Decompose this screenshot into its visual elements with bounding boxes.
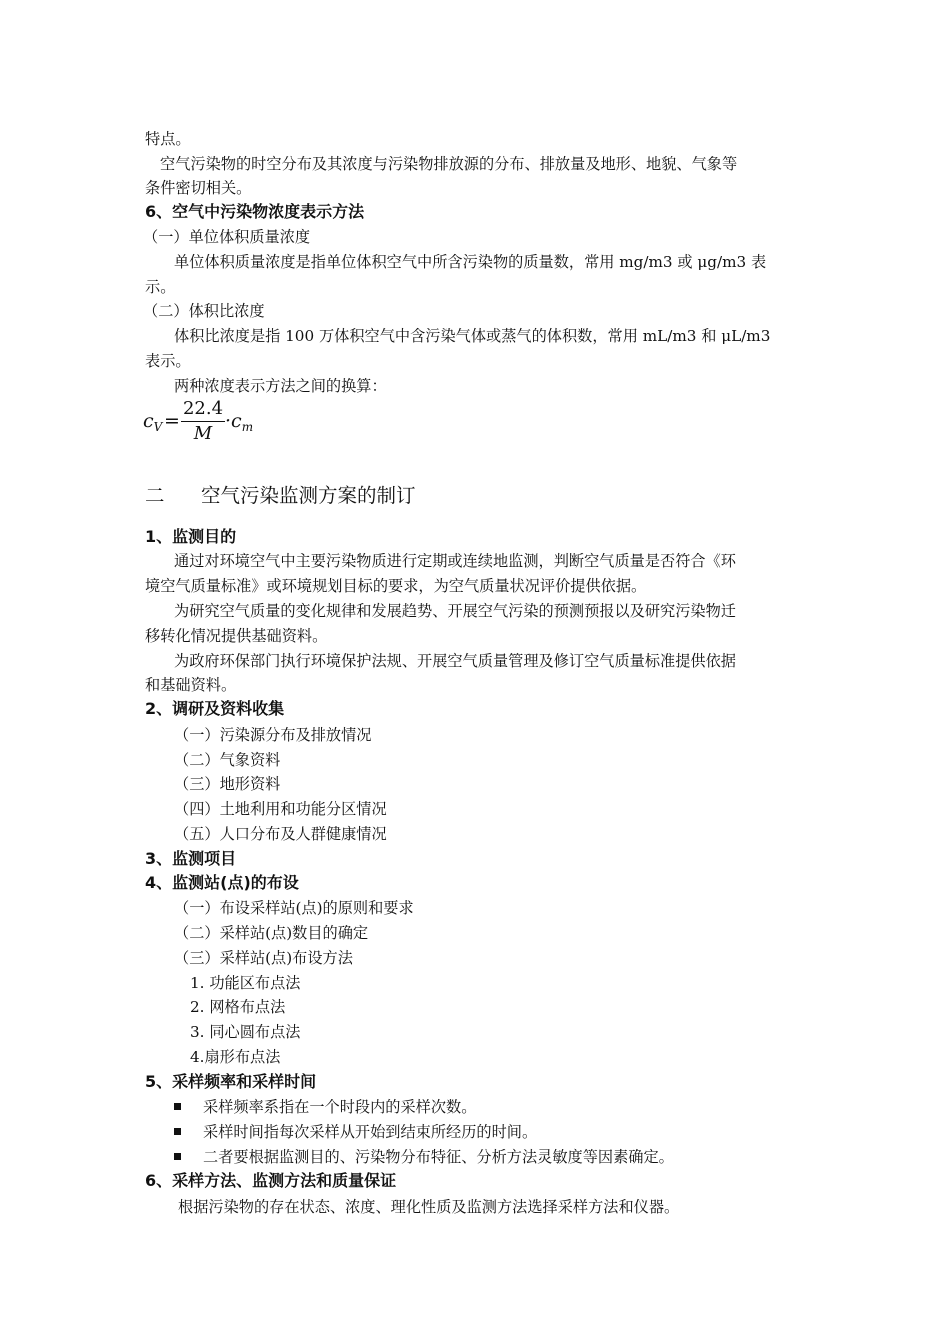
chapter-heading [145, 485, 416, 507]
paragraph-line: 表示。 [145, 352, 191, 370]
square-bullet-icon [174, 1128, 181, 1135]
list-item: （三）地形资料 [174, 775, 281, 793]
list-item: （一）布设采样站(点)的原则和要求 [174, 899, 414, 917]
chapter-number: 二 [145, 484, 165, 507]
paragraph-line: 通过对环境空气中主要污染物质进行定期或连续地监测，判断空气质量是否符合《环 [174, 552, 736, 570]
formula-denominator: M [193, 423, 213, 444]
paragraph-line: 两种浓度表示方法之间的换算： [174, 377, 387, 395]
list-item: （四）土地利用和功能分区情况 [174, 800, 387, 818]
list-item: （二）采样站(点)数目的确定 [174, 924, 369, 942]
paragraph-line: 体积比浓度是指 100 万体积空气中含污染气体或蒸气的体积数，常用 mL/m3 和 μL/m3 [174, 327, 771, 345]
square-bullet-icon [174, 1153, 181, 1160]
bullet-item: 二者要根据监测目的、污染物分布特征、分析方法灵敏度等因素确定。 [174, 1146, 674, 1168]
formula-numerator: 22.4 [182, 398, 224, 419]
paragraph-line: 为政府环保部门执行环境保护法规、开展空气质量管理及修订空气质量标准提供依据 [174, 652, 736, 670]
formula-lhs: $c_V$ [143, 410, 163, 434]
list-item: 3. 同心圆布点法 [190, 1023, 301, 1041]
section-heading: 2、调研及资料收集 [145, 699, 285, 718]
paragraph-line: 为研究空气质量的变化规律和发展趋势、开展空气污染的预测预报以及研究污染物迁 [174, 602, 736, 620]
list-item: 2. 网格布点法 [190, 998, 286, 1016]
paragraph-line: 移转化情况提供基础资料。 [145, 627, 328, 645]
paragraph-line: 根据污染物的存在状态、浓度、理化性质及监测方法选择采样方法和仪器。 [178, 1198, 680, 1216]
subheading: （一）单位体积质量浓度 [143, 228, 311, 246]
list-item: （五）人口分布及人群健康情况 [174, 825, 387, 843]
list-item: （三）采样站(点)布设方法 [174, 949, 353, 967]
fraction-bar [181, 421, 225, 422]
subheading: （二）体积比浓度 [143, 302, 265, 320]
section-heading: 3、监测项目 [145, 849, 237, 868]
bullet-item: 采样频率系指在一个时段内的采样次数。 [174, 1096, 476, 1118]
paragraph-line: 单位体积质量浓度是指单位体积空气中所含污染物的质量数，常用 mg/m3 或 μg/m3 表 [174, 253, 767, 271]
list-item: 4.扇形布点法 [190, 1048, 281, 1066]
paragraph-line: 示。 [145, 278, 176, 296]
formula-equals: = [164, 410, 180, 432]
section-heading: 6、采样方法、监测方法和质量保证 [145, 1171, 397, 1190]
list-item: （一）污染源分布及排放情况 [174, 726, 372, 744]
square-bullet-icon [174, 1103, 181, 1110]
section-heading: 4、监测站(点)的布设 [145, 873, 299, 892]
section-heading: 5、采样频率和采样时间 [145, 1072, 317, 1091]
formula-rhs: $\cdot c_m$ [225, 410, 254, 434]
paragraph-line: 条件密切相关。 [145, 179, 252, 197]
section-heading: 1、监测目的 [145, 527, 237, 546]
bullet-item: 采样时间指每次采样从开始到结束所经历的时间。 [174, 1121, 537, 1143]
paragraph-line: 境空气质量标准》或环境规划目标的要求，为空气质量状况评价提供依据。 [145, 577, 647, 595]
paragraph-line: 特点。 [145, 130, 191, 148]
section-heading: 6、空气中污染物浓度表示方法 [145, 202, 365, 221]
list-item: （二）气象资料 [174, 751, 281, 769]
formula-fraction [181, 398, 225, 445]
paragraph-line: 和基础资料。 [145, 676, 237, 694]
list-item: 1. 功能区布点法 [190, 974, 301, 992]
paragraph-line: 空气污染物的时空分布及其浓度与污染物排放源的分布、排放量及地形、地貌、气象等 [160, 155, 738, 173]
chapter-title: 空气污染监测方案的制订 [201, 484, 416, 507]
